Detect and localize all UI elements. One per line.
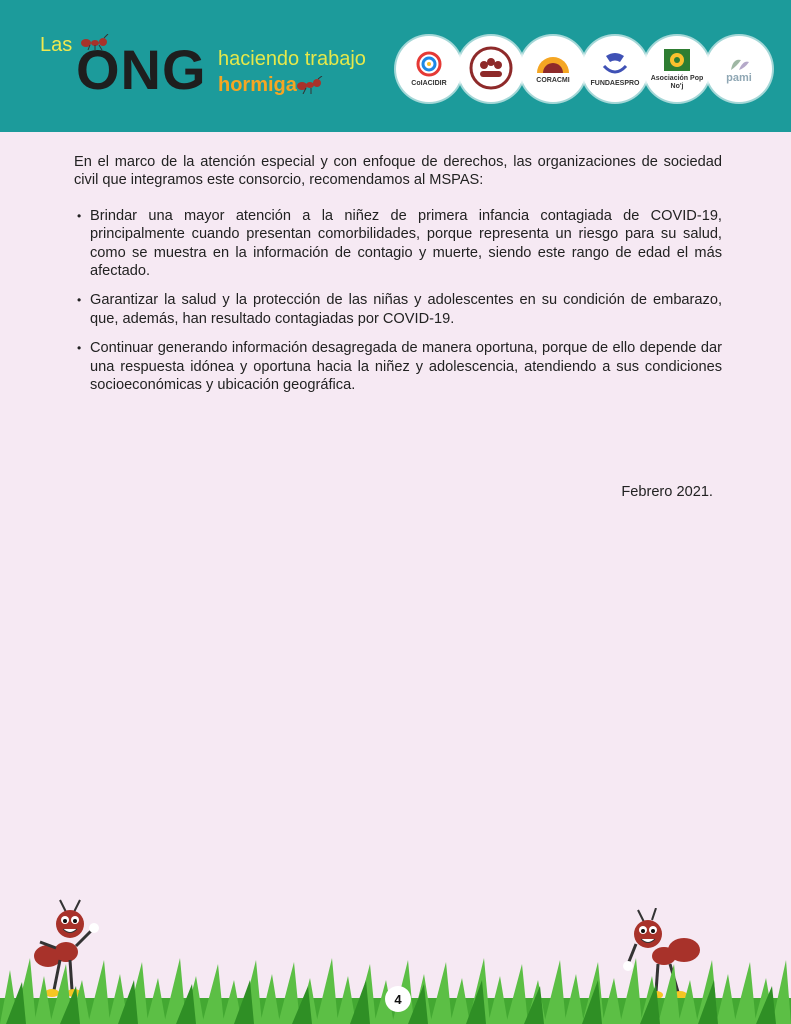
logo-pop-noj: Asociación Pop No'j	[644, 36, 710, 102]
list-item: • Garantizar la salud y la protección de las niñas y adolescentes en su condición de embarazo, que, además, han resultado contagiadas por COVID-19.	[74, 291, 722, 328]
hands-logo-icon	[600, 50, 630, 78]
date-text: Febrero 2021.	[621, 484, 713, 500]
people-circle-logo-icon	[468, 45, 514, 91]
title-ong: ONG	[76, 38, 207, 101]
logo-arcatup	[458, 36, 524, 102]
sun-logo-icon	[533, 53, 573, 75]
intro-paragraph: En el marco de la atención especial y con enfoque de derechos, las organizaciones de sociedad civil que integramos este consorcio, recomendamos al MSPAS:	[74, 154, 722, 189]
page-number: 4	[385, 986, 411, 1012]
partner-logos	[396, 36, 776, 106]
list-item: • Brindar una mayor atención a la niñez de primera infancia contagiada de COVID-19, principalmente cuando presentan comorbilidades, porque representa un riesgo para su salud, como se muestra en la información de contagio y muerte, siendo este rango de edad el más afectado.	[74, 207, 722, 281]
ant-icon	[296, 76, 324, 94]
main-content	[74, 153, 722, 405]
logo-coracmi: CORACMI	[520, 36, 586, 102]
title-haciendo-trabajo: haciendo trabajo	[218, 48, 366, 70]
list-item: • Continuar generando información desagregada de manera oportuna, porque de ello depende dar una respuesta idónea y oportuna hacia la niñez y adolescencia, atendiendo a sus condiciones socioeconómicas y ubicación geográfica.	[74, 339, 722, 394]
title-las: Las	[40, 34, 73, 56]
logo-fundaespro: FUNDAESPRO	[582, 36, 648, 102]
header-banner	[0, 0, 791, 132]
emblem-logo-icon	[662, 47, 692, 73]
leaf-logo-icon	[725, 56, 753, 72]
logo-pami: pami	[706, 36, 772, 102]
recommendations-list	[74, 207, 722, 395]
logo-coiacidir: CoIACIDIR	[396, 36, 462, 102]
title-hormiga: hormiga	[218, 74, 297, 96]
spiral-logo-icon	[415, 50, 443, 78]
